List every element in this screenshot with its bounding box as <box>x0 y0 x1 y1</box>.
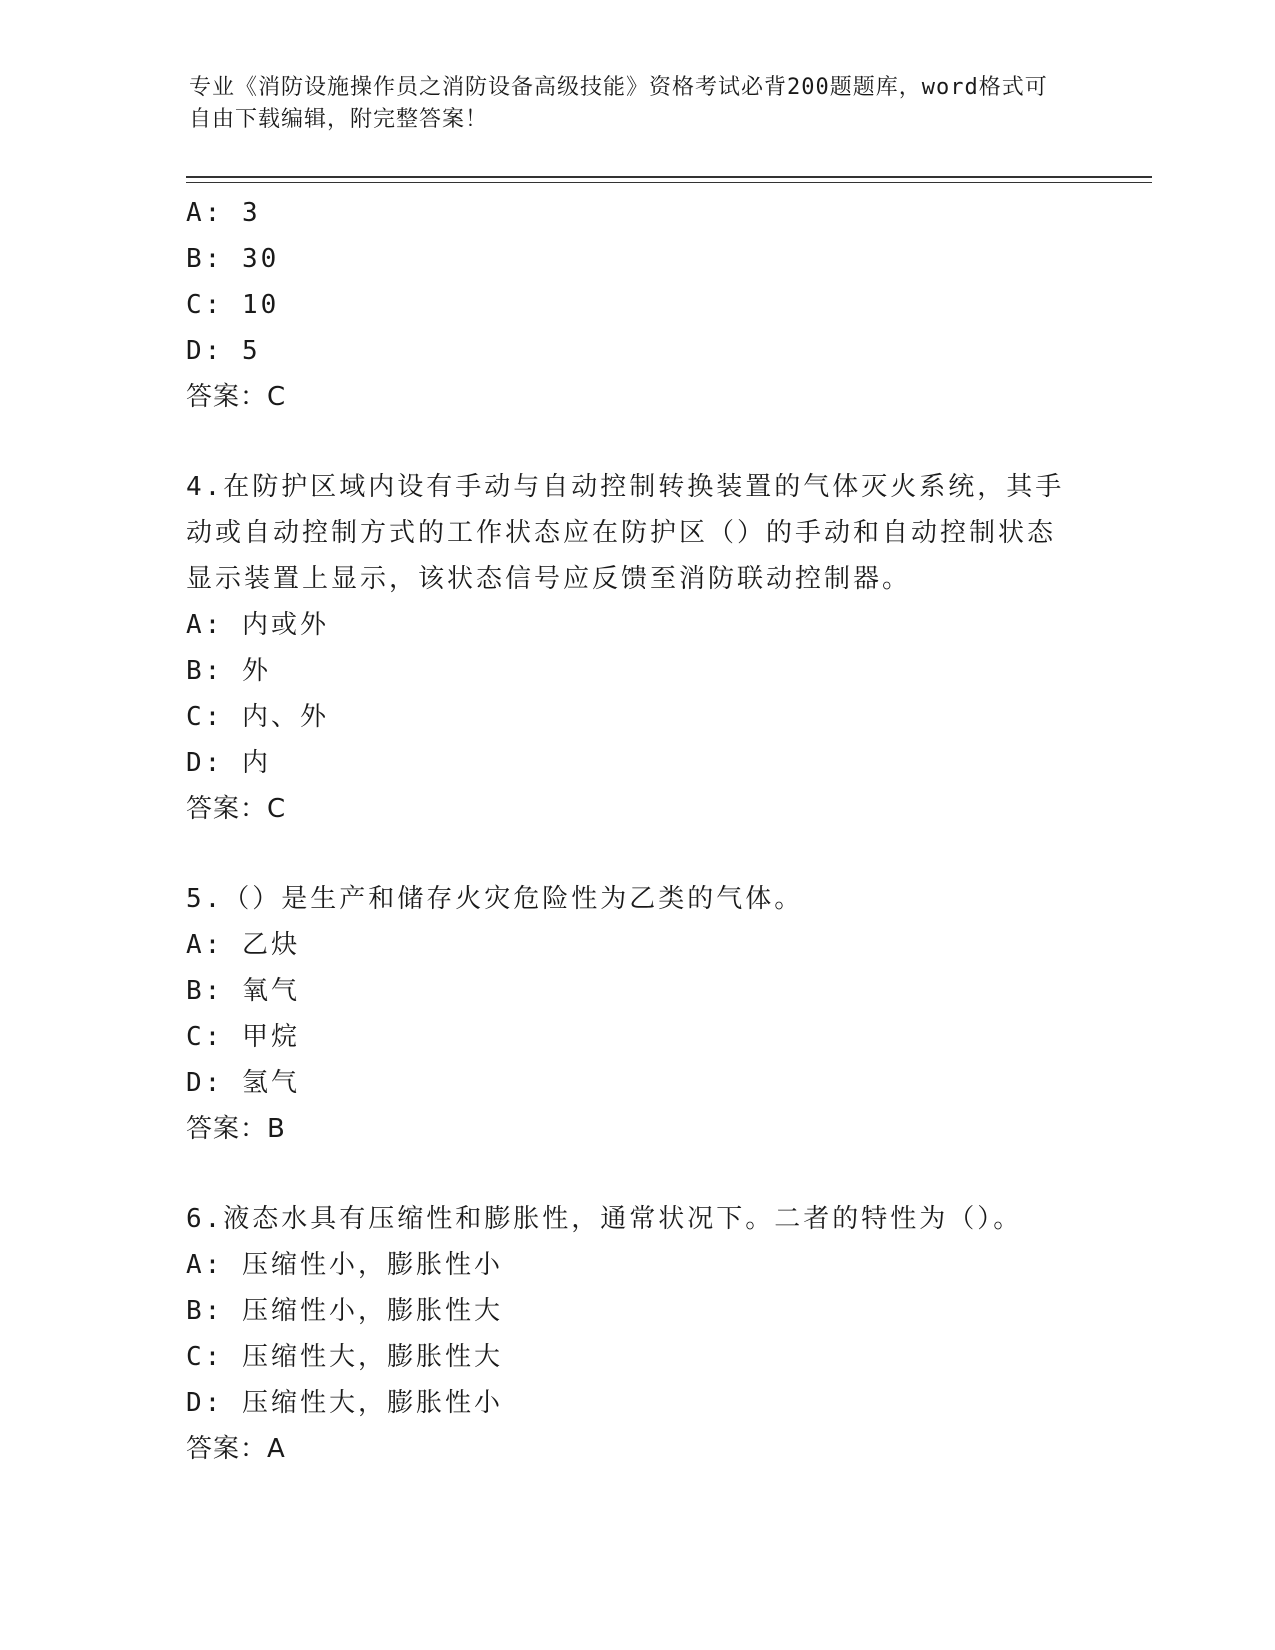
spacer <box>186 1152 1086 1196</box>
option-d: D: 氢气 <box>186 1068 300 1098</box>
question-block-6 <box>186 1196 1086 1472</box>
option-a: A: 内或外 <box>186 610 329 640</box>
option-c: C: 内、外 <box>186 702 329 732</box>
question-block-4 <box>186 464 1086 832</box>
question-list <box>186 190 1086 1472</box>
spacer <box>186 832 1086 876</box>
option-d: D: 压缩性大，膨胀性小 <box>186 1388 503 1418</box>
question-text: 5.（）是生产和储存火灾危险性为乙类的气体。 <box>186 884 804 914</box>
question-block-3 <box>186 190 1086 420</box>
option-b: B: 压缩性小，膨胀性大 <box>186 1296 503 1326</box>
spacer <box>186 420 1086 464</box>
header-divider-thick <box>186 176 1152 178</box>
answer-line: 答案：A <box>186 1434 286 1464</box>
answer-line: 答案：B <box>186 1114 286 1144</box>
question-text: 6.液态水具有压缩性和膨胀性，通常状况下。二者的特性为（）。 <box>186 1204 1023 1234</box>
answer-line: 答案：C <box>186 382 287 412</box>
option-b: B: 30 <box>186 244 280 274</box>
option-a: A: 3 <box>186 198 261 228</box>
option-a: A: 压缩性小，膨胀性小 <box>186 1250 503 1280</box>
document-intro: 专业《消防设施操作员之消防设备高级技能》资格考试必背200题题库，word格式可自由下载编辑，附完整答案！ <box>189 75 1048 132</box>
header-divider-thin <box>186 182 1152 183</box>
option-b: B: 外 <box>186 656 271 686</box>
option-d: D: 内 <box>186 748 271 778</box>
option-b: B: 氧气 <box>186 976 300 1006</box>
option-a: A: 乙炔 <box>186 930 300 960</box>
option-c: C: 甲烷 <box>186 1022 300 1052</box>
option-d: D: 5 <box>186 336 261 366</box>
question-block-5 <box>186 876 1086 1152</box>
option-c: C: 压缩性大，膨胀性大 <box>186 1342 503 1372</box>
option-c: C: 10 <box>186 290 280 320</box>
answer-line: 答案：C <box>186 794 287 824</box>
question-text: 4.在防护区域内设有手动与自动控制转换装置的气体灭火系统，其手动或自动控制方式的工作状态应在防护区（）的手动和自动控制状态显示装置上显示，该状态信号应反馈至消防联动控制器。 <box>186 472 1065 594</box>
